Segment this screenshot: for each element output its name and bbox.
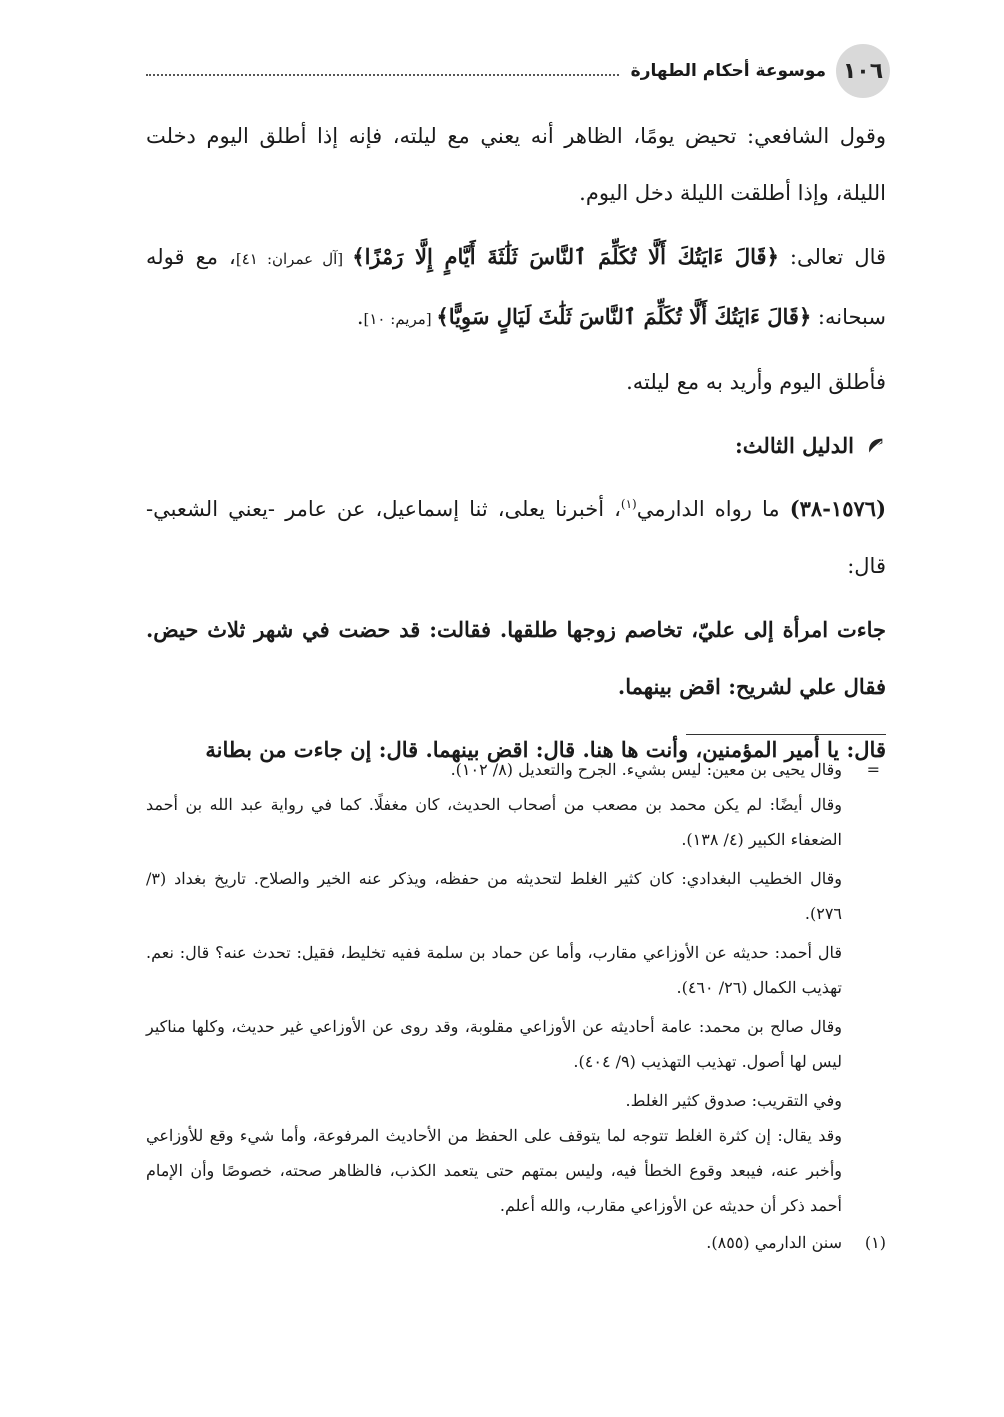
- paragraph: فأطلق اليوم وأريد به مع ليلته.: [626, 370, 886, 394]
- footnote-line: وقال الخطيب البغدادي: كان كثير الغلط لتحديثه من حفظه، ويذكر عنه الخير والصلاح. تاريخ بغداد (٣/ ٢٧٦).: [146, 869, 842, 923]
- hadith-number: (١٥٧٦-٣٨): [789, 496, 886, 521]
- footnote-line: وقال يحيى بن معين: ليس بشيء. الجرح والتعديل (٨/ ١٠٢).: [450, 760, 842, 779]
- book-title: موسوعة أحكام الطهارة: [630, 61, 826, 81]
- section-heading: الدليل الثالث:: [146, 417, 886, 474]
- hadith-text: جاءت امرأة إلى عليّ، تخاصم زوجها طلقها. فقالت: قد حضت في شهر ثلاث حيض. فقال علي لشريح: اقض بينهما.: [146, 617, 886, 699]
- verse-reference: [آل عمران: ٤١]: [235, 250, 353, 268]
- hadith-text: قال: يا أمير المؤمنين، وأنت ها هنا. قال: اقض بينهما. قال: إن جاءت من بطانة: [205, 737, 886, 762]
- verse-reference: [مريم: ١٠]: [363, 310, 437, 328]
- leaf-ornament-icon: [864, 435, 886, 457]
- continuation-mark: =: [866, 760, 880, 779]
- quran-citation-paragraph: قال تعالى: ﴿قَالَ ءَايَتُكَ أَلَّا تُكَلِّمَ ٱلنَّاسَ ثَلَٰثَةَ أَيَّامٍ إِلَّا رَمْزًا﴾ [آل عمران: ٤١]، مع قوله سبحانه: ﴿قَالَ ءَايَتُكَ أَلَّا تُكَلِّمَ ٱلنَّاسَ ثَلَٰثَ لَيَالٍ سَوِيًّا﴾ [مريم: ١٠].: [146, 244, 887, 329]
- hadith-intro: (١٥٧٦-٣٨) ما رواه الدارمي$^{(١)}$، أخبرنا يعلى، ثنا إسماعيل، عن عامر -يعني الشعبي- قال:: [146, 496, 886, 578]
- header-dotted-leader: [146, 74, 619, 76]
- footnote-line: وقال صالح بن محمد: عامة أحاديثه عن الأوزاعي مقلوبة، وقد روى عن الأوزاعي غير حديث، وكلها مناكير ليس لها أصول. تهذيب التهذيب (٩/ ٤٠٤).: [146, 1017, 842, 1071]
- footnote-line: قال أحمد: حديثه عن الأوزاعي مقارب، وأما عن حماد بن سلمة ففيه تخليط، فقيل: تحدث عنه؟ قال: نعم. تهذيب الكمال (٢٦/ ٤٦٠).: [146, 943, 842, 997]
- footnote-line: وفي التقريب: صدوق كثير الغلط.: [625, 1091, 842, 1110]
- page-number: ١٠٦: [836, 44, 890, 98]
- quran-verse: ﴿قَالَ ءَايَتُكَ أَلَّا تُكَلِّمَ ٱلنَّاسَ ثَلَٰثَةَ أَيَّامٍ إِلَّا رَمْزًا﴾: [352, 244, 779, 269]
- footnote-line: وقال أيضًا: لم يكن محمد بن مصعب من أصحاب الحديث، كان مغفلًا. كما في رواية عبد الله بن أحمد الضعفاء الكبير (٤/ ١٣٨).: [146, 795, 842, 849]
- quran-verse: ﴿قَالَ ءَايَتُكَ أَلَّا تُكَلِّمَ ٱلنَّاسَ ثَلَٰثَ لَيَالٍ سَوِيًّا﴾: [436, 304, 812, 329]
- footnote-separator: [686, 734, 886, 735]
- footnote-ref[interactable]: (١): [620, 497, 637, 511]
- running-head: [146, 56, 826, 86]
- paragraph: وقول الشافعي: تحيض يومًا، الظاهر أنه يعني مع ليلته، فإنه إذا أطلق اليوم دخلت الليلة، وإذا أطلقت الليلة دخل اليوم.: [146, 124, 886, 205]
- footnote-line: وقد يقال: إن كثرة الغلط تتوجه لما يتوقف على الحفظ من الأحاديث المرفوعة، وأما شيء وقع للأوزاعي وأخبر عنه، فيبعد وقوع الخطأ فيه، وليس بمتهم حتى يتعمد الكذب، فالظاهر صحته، خصوصًا وأن الإمام أحمد ذكر أن حديثه عن الأوزاعي مقارب، والله أعلم.: [146, 1126, 842, 1215]
- footnote-continuation: [146, 752, 886, 1223]
- footnote-1: [146, 1225, 886, 1260]
- footnote-number: (١): [864, 1233, 886, 1252]
- footnotes: [146, 752, 886, 1260]
- main-text: [146, 108, 886, 784]
- footnote-line: سنن الدارمي (٨٥٥).: [706, 1233, 842, 1252]
